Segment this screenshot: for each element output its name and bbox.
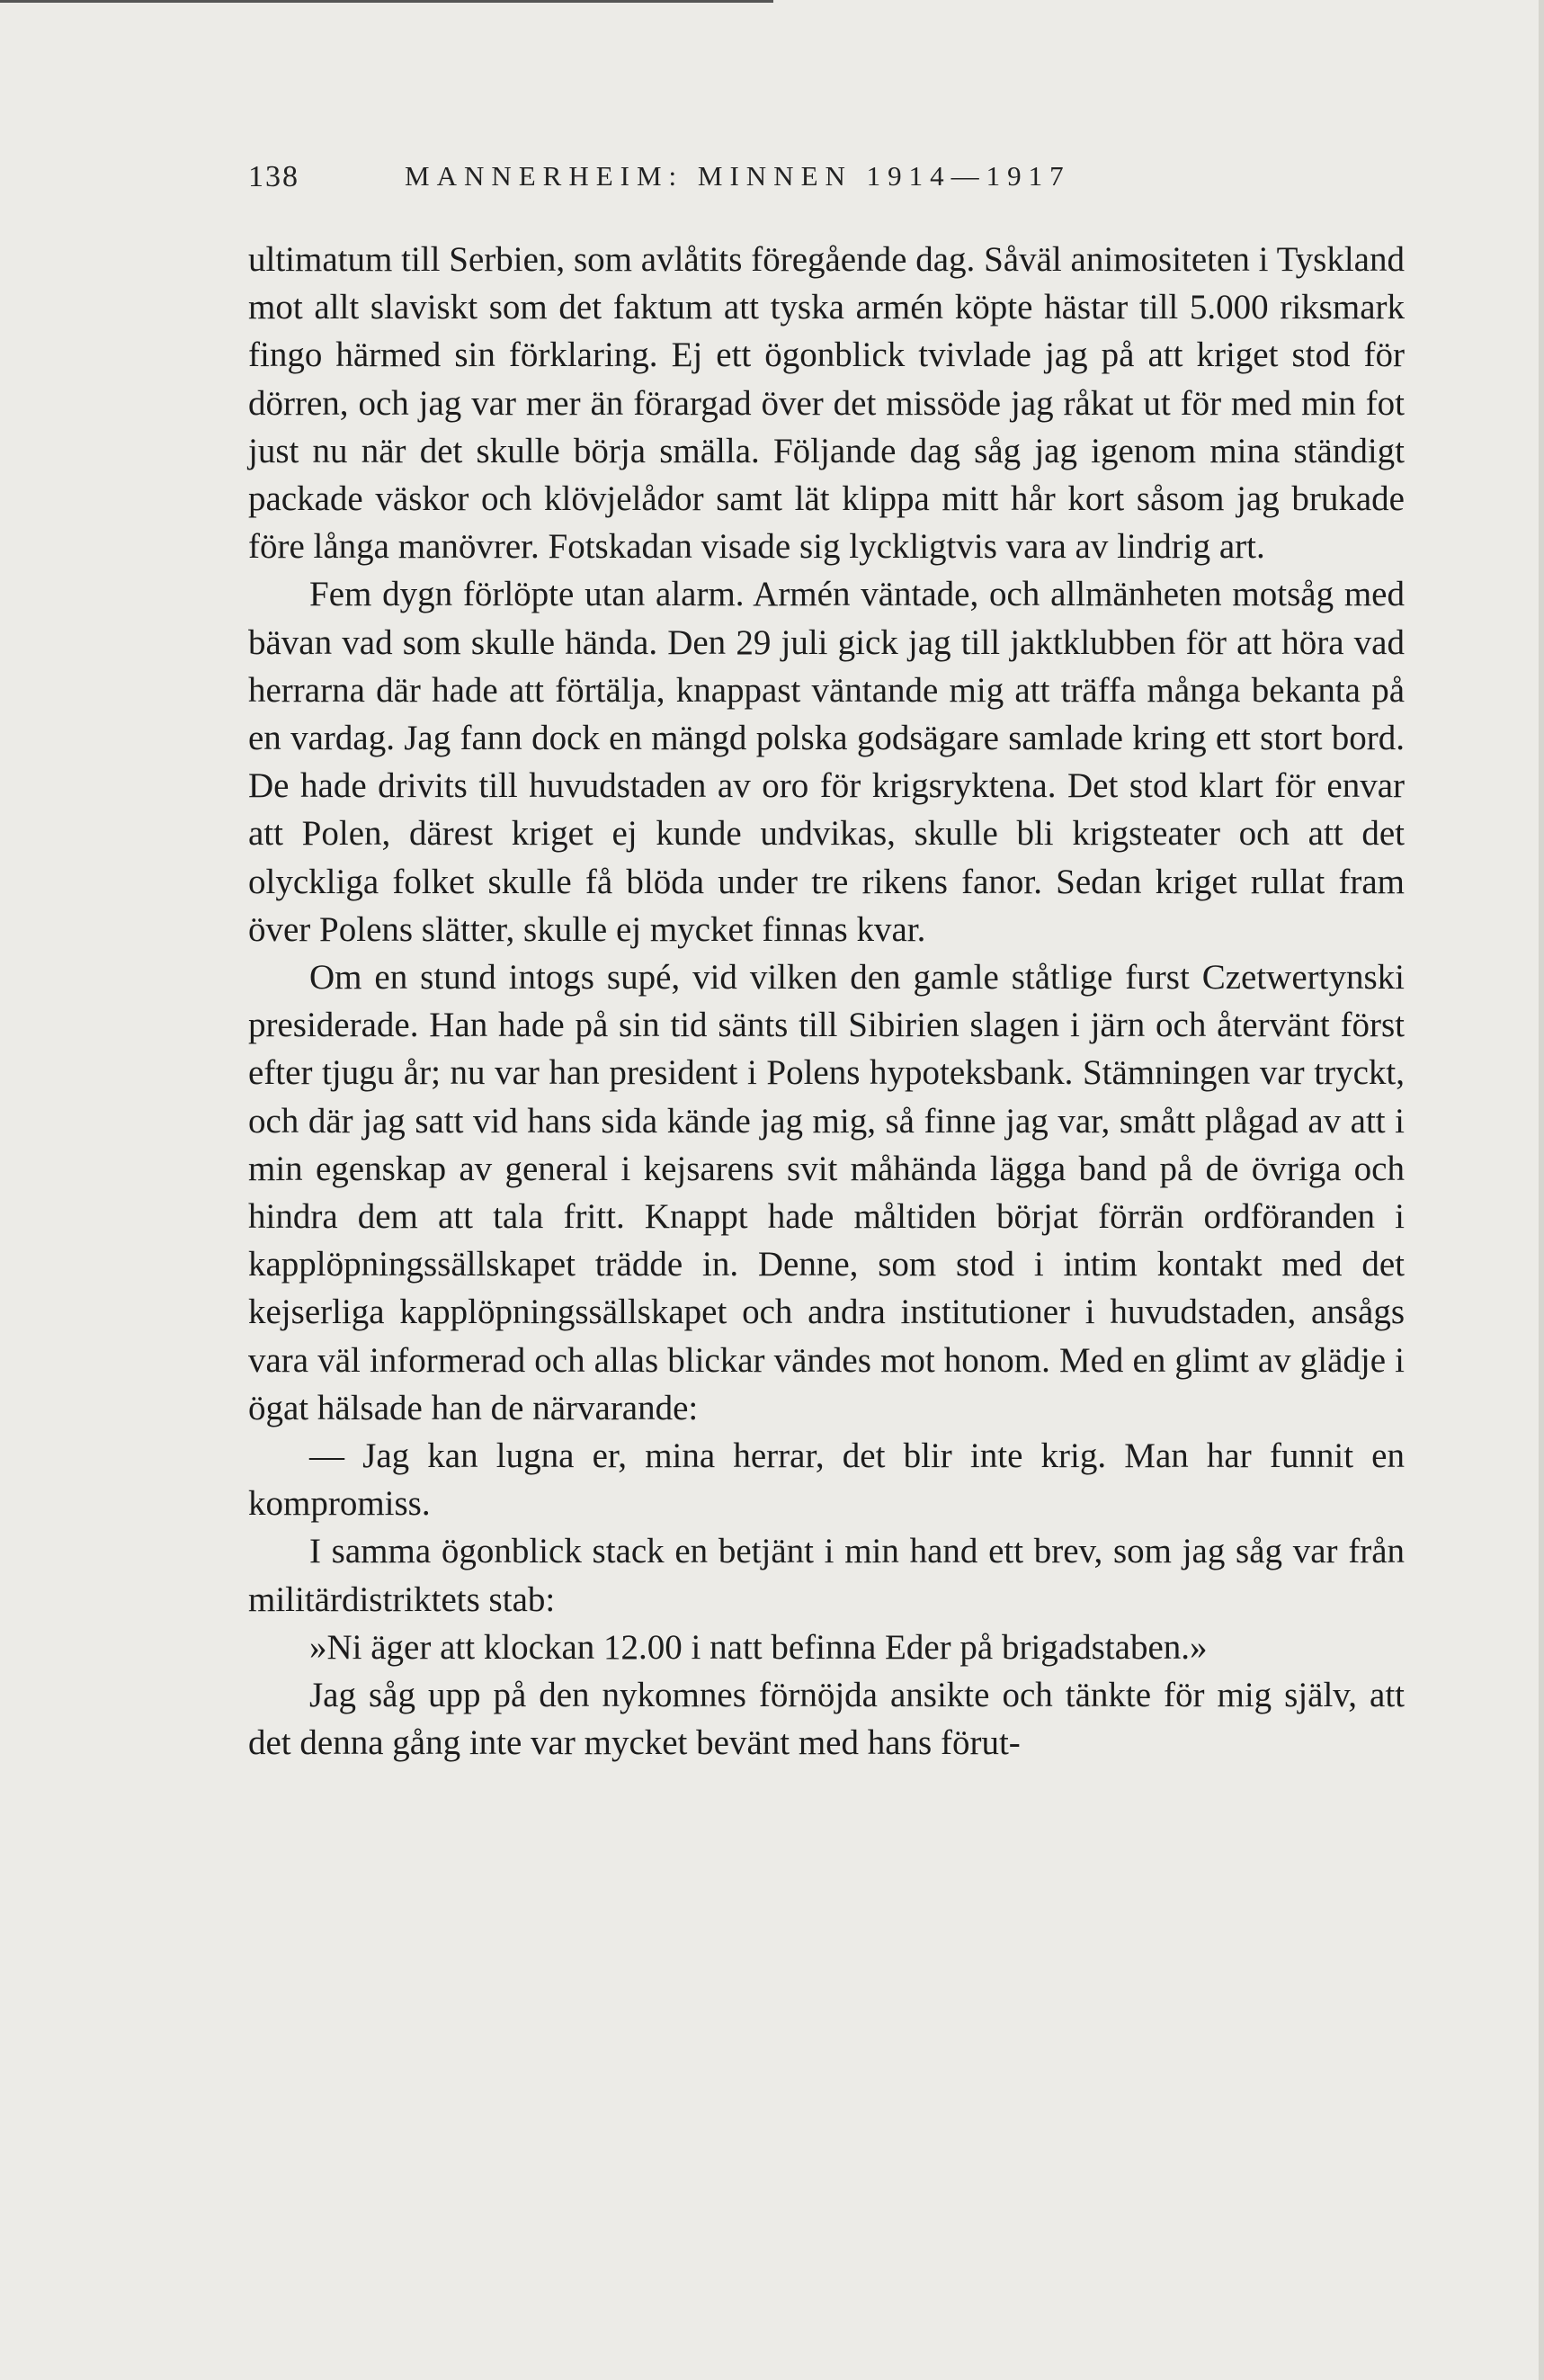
paragraph: — Jag kan lugna er, mina herrar, det blir inte krig. Man har funnit en kompromiss. (248, 1436, 1405, 1524)
paragraph: ultimatum till Serbien, som avlåtits föregående dag. Såväl animositeten i Tyskland mot allt slaviskt som det faktum att tyska armén köpte hästar till 5.000 riksmark fingo härmed sin förklaring. Ej ett ögonblick tvivlade jag på att kriget stod för dörren, och jag var mer än förargad över det missöde jag råkat ut för med min fot just nu när det skulle börja smälla. Följande dag såg jag igenom mina ständigt packade väskor och klövjelådor samt lät klippa mitt hår kort såsom jag brukade före långa manövrer. Fotskadan visade sig lyckligtvis vara av lindrig art. (248, 240, 1405, 567)
paragraph: Om en stund intogs supé, vid vilken den gamle ståtlige furst Czetwertynski presiderade. Han hade på sin tid sänts till Sibirien slagen i järn och återvänt först efter tjugu år; nu var han president i Polens hypoteksbank. Stämningen var tryckt, och där jag satt vid hans sida kände jag mig, så finne jag var, smått plågad av att i min egenskap av general i kejsarens svit måhända lägga band på de övriga och hindra dem att tala fritt. Knappt hade måltiden börjat förrän ordföranden i kapplöpningssällskapet trädde in. Denne, som stod i intim kontakt med det kejserliga kapplöpningssällskapet och andra institutioner i huvudstaden, ansågs vara väl informerad och allas blickar vändes mot honom. Med en glimt av glädje i ögat hälsade han de närvarande: (248, 958, 1405, 1427)
body-text (248, 236, 1405, 1767)
paragraph: Fem dygn förlöpte utan alarm. Armén väntade, och allmänheten motsåg med bävan vad som skulle hända. Den 29 juli gick jag till jaktklubben för att höra vad herrarna där hade att förtälja, knappast väntande mig att träffa många bekanta på en vardag. Jag fann dock en mängd polska godsägare samlade kring ett stort bord. De hade drivits till huvudstaden av oro för krigsryktena. Det stod klart för envar att Polen, därest kriget ej kunde undvikas, skulle bli krigsteater och att det olyckliga folket skulle få blöda under tre rikens fanor. Sedan kriget rullat fram över Polens slätter, skulle ej mycket finnas kvar. (248, 575, 1405, 949)
page-right-edge (1539, 0, 1544, 2380)
running-title: MANNERHEIM: MINNEN 1914—1917 (405, 160, 1071, 192)
page-number: 138 (248, 160, 299, 193)
running-header (248, 160, 1408, 205)
paragraph: »Ni äger att klockan 12.00 i natt befinna Eder på brigadstaben.» (309, 1627, 1208, 1667)
paragraph: I samma ögonblick stack en betjänt i min hand ett brev, som jag såg var från militärdistriktets stab: (248, 1532, 1405, 1619)
page-top-edge (0, 0, 773, 3)
paragraph: Jag såg upp på den nykomnes förnöjda ansikte och tänkte för mig själv, att det denna gång inte var mycket bevänt med hans förut- (248, 1676, 1405, 1763)
